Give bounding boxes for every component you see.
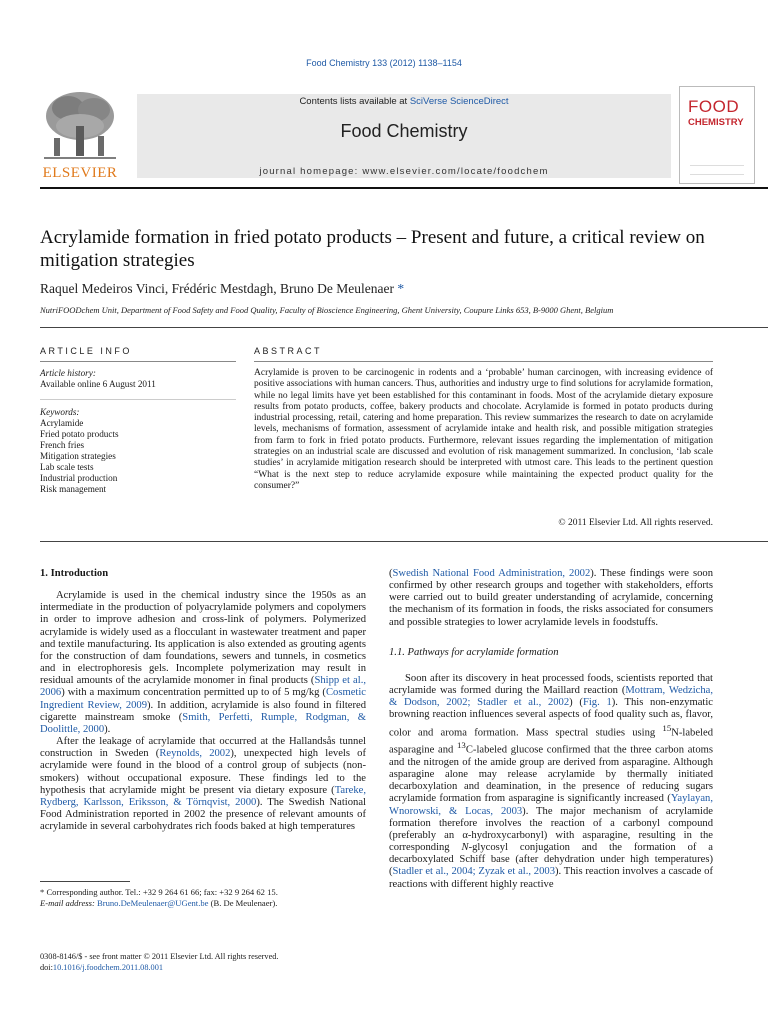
divider [40,541,768,542]
keyword-item: Risk management [40,484,107,494]
keyword-item: Fried potato products [40,429,119,439]
cover-title-food: FOOD [688,97,740,116]
email-link[interactable]: Bruno.DeMeulenaer@UGent.be [96,898,209,908]
journal-cover-thumbnail[interactable] [679,86,755,184]
journal-homepage[interactable]: journal homepage: www.elsevier.com/locate/foodchem [259,166,549,177]
keyword-item: Mitigation strategies [40,451,116,461]
keyword-item: Industrial production [40,473,118,483]
keywords-label: Keywords: [40,407,80,417]
doi-line: doi:10.1016/j.foodchem.2011.08.001 [40,963,163,972]
journal-name: Food Chemistry [340,121,468,141]
reference-link[interactable]: Yaylayan, Wnorowski, & Locas, 2003 [389,793,713,817]
reference-link[interactable]: Cosmetic Ingredient Review, 2009 [40,687,366,711]
journal-header [40,86,768,187]
abstract-copyright: © 2011 Elsevier Ltd. All rights reserved. [558,518,713,528]
elsevier-wordmark: ELSEVIER [42,165,118,181]
author-affiliation: NutriFOODchem Unit, Department of Food Safety and Food Quality, Faculty of Bioscience Engineering, Ghent University, Coupure Links 653, B-9000 Ghent, Belgium [40,305,614,315]
cover-title-chemistry: CHEMISTRY [688,117,744,128]
journal-banner [137,94,671,178]
abstract-heading: ABSTRACT [254,346,323,356]
footnote-email: E-mail address: Bruno.DeMeulenaer@UGent.be (B. De Meulenaer). [40,898,278,908]
footnote-divider [40,881,130,882]
reference-link[interactable]: Tareke, Rydberg, Karlsson, Eriksson, & Törnqvist, 2000 [40,784,366,808]
contents-available-line: Contents lists available at SciVerse ScienceDirect [299,96,509,107]
reference-link[interactable]: Stadler et al., 2004; Zyzak et al., 2003 [392,866,555,878]
footnote-contact: * Corresponding author. Tel.: +32 9 264 61 66; fax: +32 9 264 62 15. [40,887,278,897]
figure-link[interactable]: Fig. 1 [582,697,612,709]
paragraph: Acrylamide is used in the chemical industry since the 1950s as an intermediate in the production of polyacrylamide polymers and copolymers in order to improve adhesion and cross-link of polymers. Polymerized acrylamide is widely used as a flocculant in wastewater treatment and paper and textile manufacturing. Its application is also extended as grouting agents for the construction of dam foundations, sewers and tunnels, in cosmetics and in electrophoresis gels. Incomplete polymerization may result in residual amounts of the acrylamide monomer in final products (Shipp et al., 2006) with a maximum concentration permitted up to of 5 mg/kg (Cosmetic Ingredient Review, 2009). In addition, acrylamide is also found in filtered cigarette mainstream smoke (Smith, Perfetti, Rumple, Rodgman, & Doolittle, 2000). [40,590,366,735]
divider [40,361,236,362]
sciencedirect-link[interactable]: SciVerse ScienceDirect [409,96,509,107]
article-title: Acrylamide formation in fried potato products – Present and future, a critical review on mitigation strategies [40,227,705,271]
elsevier-logo [40,86,120,182]
issn-line: 0308-8146/$ - see front matter © 2011 Elsevier Ltd. All rights reserved. [40,952,279,961]
keyword-item: Lab scale tests [40,462,94,472]
keyword-item: Acrylamide [40,418,84,428]
author-list: Raquel Medeiros Vinci, Frédéric Mestdagh, Bruno De Meulenaer * [40,281,405,296]
body-left-column [40,568,366,833]
doi-link[interactable]: 10.1016/j.foodchem.2011.08.001 [52,963,163,972]
reference-link[interactable]: Mottram, Wedzicha, & Dodson, 2002; Stadler et al., 2002 [389,685,713,709]
subsection-heading: 1.1. Pathways for acrylamide formation [389,646,559,658]
reference-link[interactable]: Smith, Perfetti, Rumple, Rodgman, & Doolittle, 2000 [40,711,366,735]
paragraph: After the leakage of acrylamide that occurred at the Hallandsås tunnel construction in Sweden (Reynolds, 2002), unexpected high levels of acrylamide were found in the blood of a control group of subjects (non-smokers) without occupational exposure. These findings led to the hypothesis that acrylamide might be present via dietary exposure (Tareke, Rydberg, Karlsson, Eriksson, & Törnqvist, 2000). The Swedish National Food Administration reported in 2002 the presence of relevant amounts of acrylamide in several carbohydrates rich foods baked at high temperatures [40,736,367,833]
abstract-text: Acrylamide is proven to be carcinogenic in rodents and a ‘probable’ human carcinogen, with increasing evidence of positive associations with human cancers. Thus, authorities and industry urge to find solutions for acrylamide formation, while no legal limits have yet been established for this contaminant in foods. Most of the acrylamide dietary exposure results from potato products, coffee, bakery products and chocolate. Acrylamide is formed in potato products during industrial processing, retail, catering and home preparation. This review summarizes the research to date on acrylamide levels, mechanisms of formation, assessment of acrylamide intake and health risk, and possible mitigation strategies from farm to fork in fried potato products. Furthermore, relevant issues regarding the implementation of mitigation strategies on an industrial scale are discussed and evolution of risk management summarized. In conclusion, ‘lab scale studies’ in acrylamide mitigation research should be interpreted with utmost care. This leads to the pertinent question “What is the next step to reduce acrylamide exposure while maintaining the expected product quality for the consumer?” [254,368,713,491]
history-value: Available online 6 August 2011 [40,379,156,389]
reference-link[interactable]: Reynolds, 2002 [159,748,231,760]
paragraph: Soon after its discovery in heat processed foods, scientists reported that acrylamide was formed during the Maillard reaction (Mottram, Wedzicha, & Dodson, 2002; Stadler et al., 2002) (Fig. 1). This non-enzymatic browning reaction influences several aspects of food quality such as, flavor, color and aroma formation. Mass spectral studies using $^{15}$N-labeled asparagine and $^{13}$C-labeled glucose confirmed that the three carbon atoms and the nitrogen of the amide group are derived from asparagine. Although asparagine alone may release acrylamide by thermally initiated decarboxylation and deamination, in the presence of reducing sugars acrylamide formation from asparagine is significantly increased (Yaylayan, Wnorowski, & Locas, 2003). The major mechanism of acrylamide formation therefore involves the reaction of a carbonyl compound (preferably an α-hydroxycarbonyl) with asparagine, resulting in the corresponding N-glycosyl conjugation and the formation of a decarboxylated Schiff base (after dehydration under high temperatures) (Stadler et al., 2004; Zyzak et al., 2003). This reaction involves a cascade of reactions with different highly reactive [389,672,713,890]
header-divider [40,187,768,189]
reference-link[interactable]: Swedish National Food Administration, 2002 [392,568,591,579]
keywords-block [40,407,236,495]
paragraph: (Swedish National Food Administration, 2002). These findings were soon confirmed by other research groups and together with stakeholders, efforts were carried out to build greater understanding of acrylamide, concerning the mechanism of its formation in foods, the risks associated for consumers and possible strategies to lower acrylamide levels in foodstuffs. [389,568,713,628]
divider [40,399,236,400]
body-right-column [389,568,713,891]
divider [254,361,713,362]
cover-decoration [690,165,744,175]
keyword-item: French fries [40,440,85,450]
article-info-heading: ARTICLE INFO [40,346,132,356]
article-history [40,368,236,390]
reference-link[interactable]: Shipp et al., 2006 [40,675,366,699]
page-footer [40,951,370,973]
keywords-list [40,418,236,495]
history-label: Article history: [40,368,96,378]
corresponding-author-mark[interactable]: * [397,281,405,296]
journal-citation-link[interactable]: Food Chemistry 133 (2012) 1138–1154 [306,58,462,68]
corresponding-author-footnote [40,887,370,909]
section-heading-introduction: 1. Introduction [40,568,109,579]
divider [40,327,768,328]
